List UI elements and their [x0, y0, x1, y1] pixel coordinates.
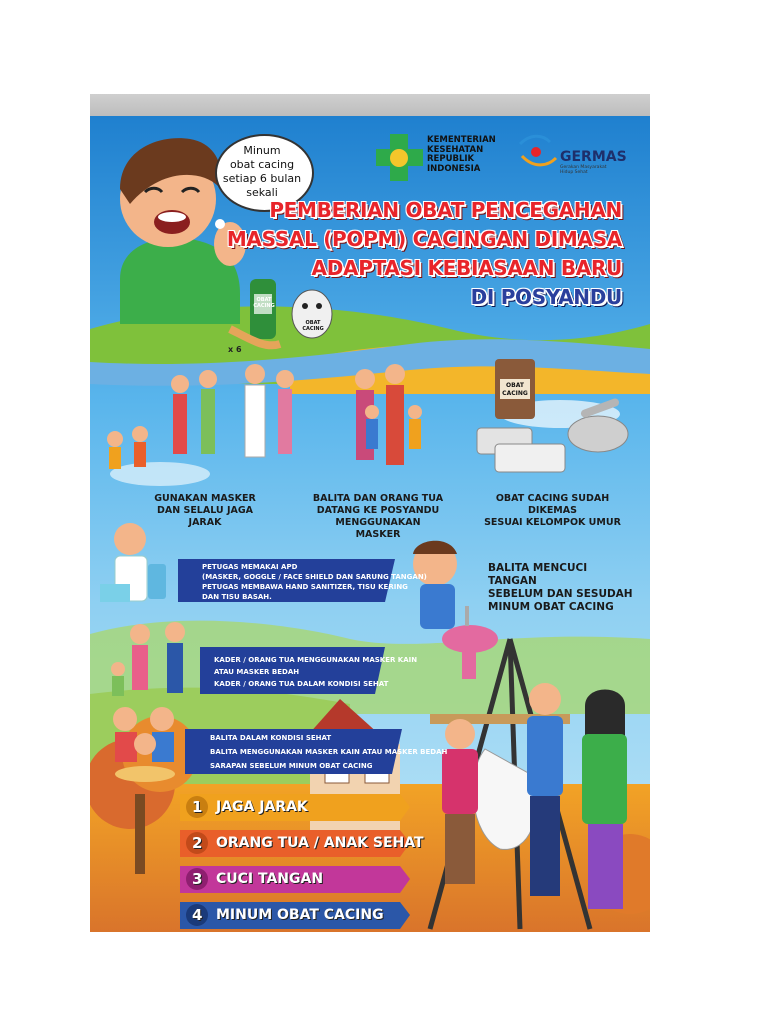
ministry-line: INDONESIA	[427, 163, 481, 174]
officer-banner-line: PETUGAS MEMAKAI APD	[202, 563, 298, 571]
step-number: 2	[192, 834, 203, 852]
ministry-line: KESEHATAN	[427, 144, 484, 155]
cadre-banner-line: KADER / ORANG TUA MENGGUNAKAN MASKER KAIN	[214, 656, 418, 664]
officer-banner-line: PETUGAS MEMBAWA HAND SANITIZER, TISU KERING	[202, 583, 408, 591]
caption-line: OBAT CACING SUDAH DIKEMAS	[495, 493, 610, 516]
step-number: 4	[192, 906, 203, 924]
caption-line: SESUAI KELOMPOK UMUR	[484, 517, 621, 528]
caption-medicine	[470, 493, 635, 529]
caption-line: SEBELUM DAN SESUDAH	[488, 588, 633, 600]
caption-line: MASKER	[355, 529, 401, 540]
germas-tagline-line: Gerakan Masyarakat	[560, 165, 607, 170]
caption-line: DAN SELALU JAGA JARAK	[156, 505, 253, 528]
caption-line: BALITA DAN ORANG TUA	[312, 493, 444, 504]
title-line-3: ADAPTASI KEBIASAAN BARU	[311, 256, 622, 280]
officer-banner-line: (MASKER, GOGGLE / FACE SHIELD DAN SARUNG TANGAN)	[202, 573, 427, 581]
caption-line: DATANG KE POSYANDU MENGGUNAKAN	[316, 505, 440, 528]
officer-banner-line: DAN TISU BASAH.	[202, 593, 272, 601]
step-label-medicine: MINUM OBAT CACING	[216, 907, 384, 923]
cadre-banner-line: ATAU MASKER BEDAH	[214, 668, 300, 676]
speech-line: sekali	[246, 186, 278, 199]
caption-mask	[140, 493, 270, 529]
step-label-healthy: ORANG TUA / ANAK SEHAT	[216, 835, 424, 851]
step-number: 1	[192, 798, 203, 816]
cloud	[110, 462, 210, 486]
child-banner-line: BALITA MENGGUNAKAN MASKER KAIN ATAU MASKER BEDAH	[210, 748, 448, 756]
caption-line: GUNAKAN MASKER	[154, 493, 256, 504]
title-line-4: DI POSYANDU	[470, 285, 622, 309]
title-line-2: MASSAL (POPM) CACINGAN DIMASA	[226, 227, 622, 251]
germas-logo-text: GERMAS	[560, 149, 627, 165]
poster	[90, 94, 650, 932]
pill-label: OBAT CACING	[302, 320, 324, 332]
ministry-line: REPUBLIK	[427, 154, 475, 164]
child-banner-line: BALITA DALAM KONDISI SEHAT	[210, 734, 332, 742]
child-banner-line: SARAPAN SEBELUM MINUM OBAT CACING	[210, 762, 373, 770]
times-six-label: x 6	[228, 345, 242, 354]
speech-bubble-text	[216, 144, 308, 200]
ministry-logo-text	[427, 136, 527, 174]
cadre-banner-line: KADER / ORANG TUA DALAM KONDISI SEHAT	[214, 680, 389, 688]
worm-medicine-label: OBAT CACING	[253, 297, 275, 309]
caption-line: MINUM OBAT CACING	[488, 601, 614, 613]
caption-handwash	[488, 562, 638, 614]
germas-tagline-line: Hidup Sehat	[560, 170, 588, 175]
speech-line: Minum	[243, 144, 281, 157]
caption-posyandu	[288, 493, 468, 541]
step-number: 3	[192, 870, 203, 888]
caption-line: BALITA MENCUCI TANGAN	[488, 562, 588, 587]
speech-line: obat cacing	[229, 158, 295, 171]
step-label-handwash: CUCI TANGAN	[216, 871, 324, 887]
bottle-label-line: CACING	[502, 390, 528, 397]
germas-tagline	[560, 165, 620, 175]
bottle-label-line: OBAT	[506, 382, 524, 389]
ministry-line: KEMENTERIAN	[427, 135, 496, 145]
speech-line: setiap 6 bulan	[222, 172, 302, 185]
step-label-distance: JAGA JARAK	[216, 799, 308, 815]
title-line-1: PEMBERIAN OBAT PENCEGAHAN	[269, 198, 622, 222]
bottle-label	[500, 382, 530, 398]
